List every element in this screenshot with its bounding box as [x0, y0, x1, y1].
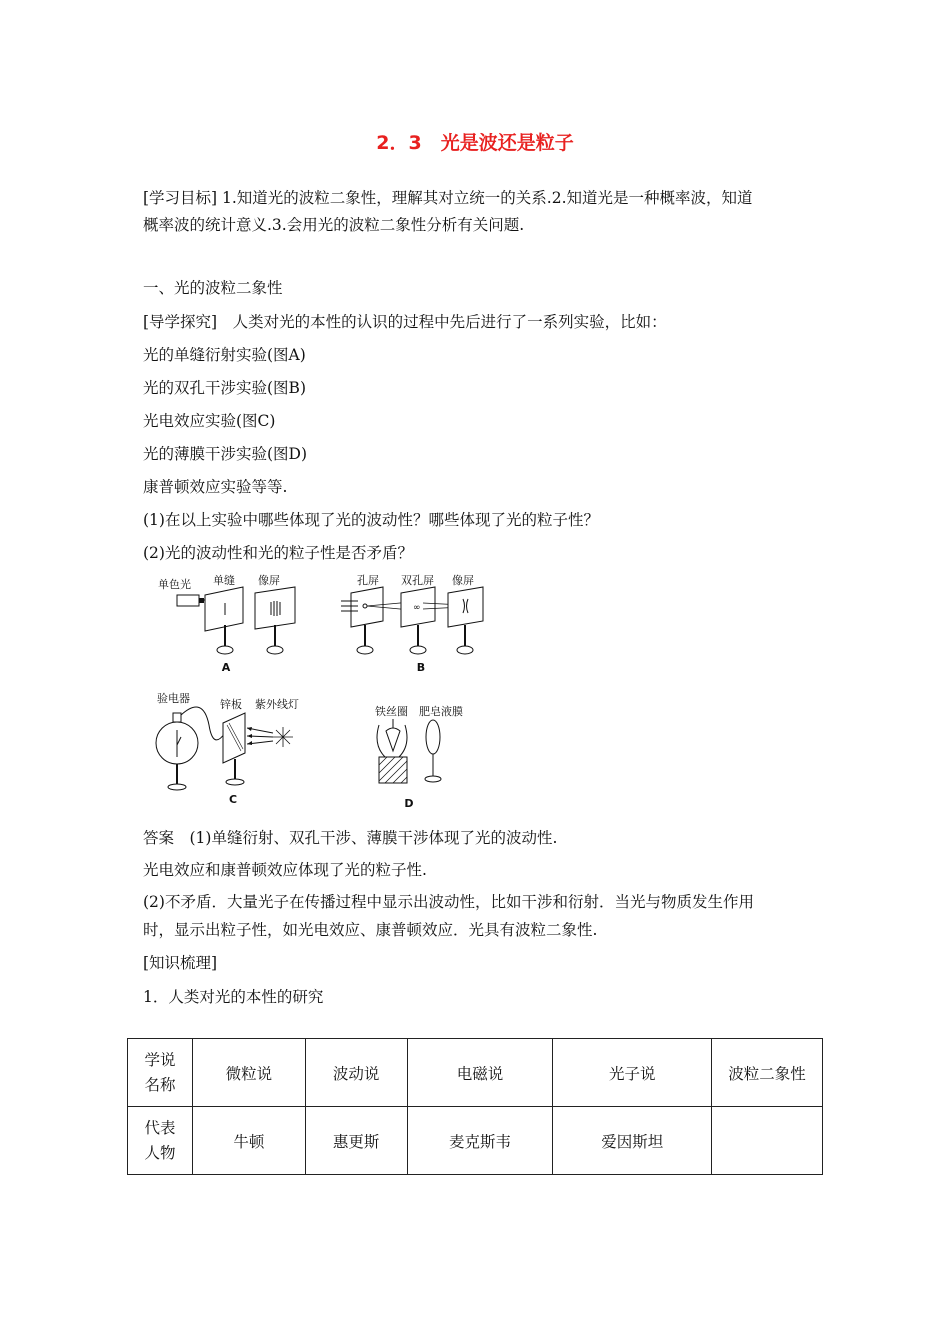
table-cell: 惠更斯	[305, 1107, 407, 1175]
objectives-line-1: [学习目标] 1.知道光的波粒二象性，理解其对立统一的关系.2.知道光是一种概率波，知道	[143, 189, 753, 207]
table-header-line: 学说	[144, 1050, 176, 1069]
experiment-a: 光的单缝衍射实验(图A)	[143, 346, 306, 364]
question-2: (2)光的波动性和光的粒子性是否矛盾？	[143, 544, 413, 562]
figure-d	[375, 704, 463, 810]
fig-d-ring-label: 铁丝圈	[375, 705, 408, 718]
fig-b-double-label: 双孔屏	[401, 574, 434, 587]
table-cell: 牛顿	[192, 1107, 305, 1175]
figure-b	[341, 573, 483, 674]
objectives-line-2: 概率波的统计意义.3.会用光的波粒二象性分析有关问题.	[143, 216, 525, 234]
figure-c	[156, 691, 299, 806]
theory-table	[127, 1038, 823, 1175]
fig-d-caption: D	[404, 797, 414, 810]
figure-a	[158, 573, 295, 674]
fig-c-lamp-label: 紫外线灯	[255, 698, 299, 711]
svg-text:∞: ∞	[413, 603, 421, 613]
fig-d-film-label: 肥皂液膜	[419, 705, 463, 718]
table-cell: 电磁说	[407, 1039, 553, 1107]
fig-b-caption: B	[416, 661, 426, 674]
knowledge-heading: [知识梳理]	[143, 954, 218, 972]
fig-c-electroscope-label: 验电器	[157, 692, 190, 705]
page-title: 2．3 光是波还是粒子	[376, 132, 574, 154]
table-cell: 微粒说	[192, 1039, 305, 1107]
guided-intro: [导学探究] 人类对光的本性的认识的过程中先后进行了一系列实验，比如：	[143, 313, 667, 331]
fig-a-caption: A	[221, 661, 231, 674]
table-cell: 爱因斯坦	[553, 1107, 712, 1175]
table-cell: 波动说	[305, 1039, 407, 1107]
fig-a-source-label: 单色光	[158, 578, 191, 591]
question-1: (1)在以上实验中哪些体现了光的波动性？哪些体现了光的粒子性？	[143, 511, 599, 529]
section-heading: 一、光的波粒二象性	[143, 279, 283, 297]
table-cell	[712, 1107, 823, 1175]
fig-c-caption: C	[228, 793, 238, 806]
table-row-header	[128, 1039, 193, 1107]
table-cell: 波粒二象性	[712, 1039, 823, 1107]
table-cell: 麦克斯韦	[407, 1107, 553, 1175]
answer-line-4: 时，显示出粒子性，如光电效应、康普顿效应．光具有波粒二象性.	[143, 921, 598, 939]
answer-line-3: (2)不矛盾．大量光子在传播过程中显示出波动性，比如干涉和衍射．当光与物质发生作用	[143, 893, 754, 911]
experiment-b: 光的双孔干涉实验(图B)	[143, 379, 306, 397]
fig-b-screen-label: 像屏	[452, 574, 474, 587]
fig-a-slit-label: 单缝	[213, 574, 235, 587]
table-header-line: 名称	[144, 1075, 176, 1094]
answer-line-2: 光电效应和康普顿效应体现了光的粒子性.	[143, 861, 427, 879]
table-row	[128, 1107, 823, 1175]
fig-c-plate-label: 锌板	[220, 698, 242, 711]
experiment-c: 光电效应实验(图C)	[143, 412, 276, 430]
table-header-line: 代表	[144, 1118, 176, 1137]
knowledge-item-1: 1．人类对光的本性的研究	[143, 988, 324, 1006]
table-row-header	[128, 1107, 193, 1175]
experiment-d: 光的薄膜干涉实验(图D)	[143, 445, 308, 463]
table-cell: 光子说	[553, 1039, 712, 1107]
table-row	[128, 1039, 823, 1107]
fig-a-screen-label: 像屏	[258, 574, 280, 587]
experiment-compton: 康普顿效应实验等等.	[143, 478, 288, 496]
fig-b-hole-label: 孔屏	[357, 574, 379, 587]
answer-line-1: 答案 (1)单缝衍射、双孔干涉、薄膜干涉体现了光的波动性.	[143, 829, 558, 847]
table-header-line: 人物	[144, 1143, 176, 1162]
experiment-figure	[143, 565, 523, 810]
